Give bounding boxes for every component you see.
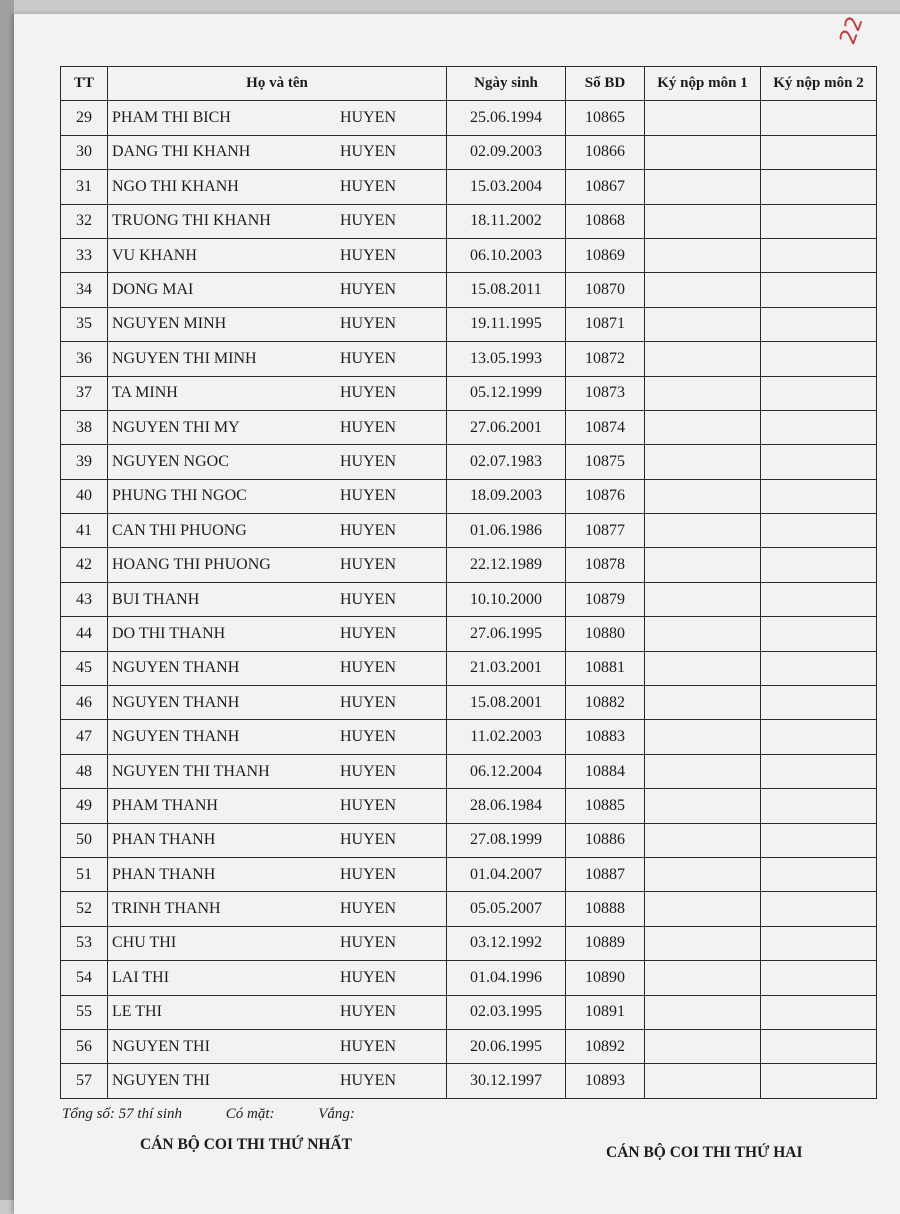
header-sig2: Ký nộp môn 2 bbox=[761, 67, 877, 101]
cell-surname: VU KHANH bbox=[112, 246, 197, 264]
cell-sbd: 10878 bbox=[566, 548, 645, 582]
cell-sbd: 10889 bbox=[566, 926, 645, 960]
cell-surname: NGUYEN THI bbox=[112, 1072, 210, 1090]
cell-surname: NGUYEN THANH bbox=[112, 659, 240, 677]
cell-signature-1[interactable] bbox=[645, 961, 761, 995]
cell-surname: TRUONG THI KHANH bbox=[112, 212, 271, 230]
cell-surname: NGUYEN THI bbox=[112, 1037, 210, 1055]
cell-dob: 06.10.2003 bbox=[447, 238, 566, 272]
cell-signature-2[interactable] bbox=[761, 445, 877, 479]
total-count: Tổng số: 57 thí sinh bbox=[62, 1106, 183, 1122]
table-row bbox=[61, 238, 877, 272]
cell-tt: 36 bbox=[61, 342, 108, 376]
cell-given-name: HUYEN bbox=[340, 1072, 396, 1090]
cell-sbd: 10888 bbox=[566, 892, 645, 926]
cell-surname: NGUYEN THI THANH bbox=[112, 762, 270, 780]
cell-name bbox=[108, 720, 447, 754]
cell-tt: 47 bbox=[61, 720, 108, 754]
cell-surname: NGO THI KHANH bbox=[112, 177, 239, 195]
absent-label: Vắng: bbox=[318, 1106, 355, 1122]
supervisor-1-title: CÁN BỘ COI THI THỨ NHẤT bbox=[140, 1136, 353, 1153]
cell-surname: CHU THI bbox=[112, 934, 177, 952]
cell-given-name: HUYEN bbox=[340, 452, 396, 470]
cell-given-name: HUYEN bbox=[340, 659, 396, 677]
cell-tt: 55 bbox=[61, 995, 108, 1029]
cell-name bbox=[108, 926, 447, 960]
cell-given-name: HUYEN bbox=[340, 968, 396, 986]
cell-name bbox=[108, 307, 447, 341]
cell-signature-2[interactable] bbox=[761, 238, 877, 272]
cell-tt: 39 bbox=[61, 445, 108, 479]
table-row bbox=[61, 445, 877, 479]
cell-tt: 34 bbox=[61, 273, 108, 307]
cell-dob: 18.09.2003 bbox=[447, 479, 566, 513]
cell-sbd: 10866 bbox=[566, 135, 645, 169]
cell-name bbox=[108, 376, 447, 410]
cell-signature-1[interactable] bbox=[645, 273, 761, 307]
cell-given-name: HUYEN bbox=[340, 831, 396, 849]
cell-given-name: HUYEN bbox=[340, 281, 396, 299]
cell-surname: NGUYEN THI MINH bbox=[112, 349, 257, 367]
table-row bbox=[61, 101, 877, 135]
cell-surname: TRINH THANH bbox=[112, 900, 221, 918]
cell-tt: 33 bbox=[61, 238, 108, 272]
header-name: Họ và tên bbox=[108, 67, 447, 101]
table-row bbox=[61, 789, 877, 823]
table-row bbox=[61, 617, 877, 651]
cell-name bbox=[108, 1064, 447, 1098]
cell-surname: CAN THI PHUONG bbox=[112, 521, 247, 539]
cell-signature-2[interactable] bbox=[761, 857, 877, 891]
table-row bbox=[61, 273, 877, 307]
cell-signature-1[interactable] bbox=[645, 926, 761, 960]
header-sbd: Số BD bbox=[566, 67, 645, 101]
cell-name bbox=[108, 135, 447, 169]
cell-dob: 20.06.1995 bbox=[447, 1029, 566, 1063]
cell-given-name: HUYEN bbox=[340, 556, 396, 574]
cell-signature-2[interactable] bbox=[761, 754, 877, 788]
cell-tt: 45 bbox=[61, 651, 108, 685]
cell-tt: 57 bbox=[61, 1064, 108, 1098]
cell-given-name: HUYEN bbox=[340, 590, 396, 608]
cell-tt: 31 bbox=[61, 170, 108, 204]
cell-surname: NGUYEN MINH bbox=[112, 315, 227, 333]
cell-signature-1[interactable] bbox=[645, 307, 761, 341]
cell-signature-1[interactable] bbox=[645, 892, 761, 926]
cell-signature-1[interactable] bbox=[645, 170, 761, 204]
cell-surname: DONG MAI bbox=[112, 281, 194, 299]
cell-given-name: HUYEN bbox=[340, 693, 396, 711]
cell-signature-2[interactable] bbox=[761, 101, 877, 135]
cell-name bbox=[108, 514, 447, 548]
cell-surname: BUI THANH bbox=[112, 590, 200, 608]
table-row bbox=[61, 926, 877, 960]
cell-dob: 25.06.1994 bbox=[447, 101, 566, 135]
cell-name bbox=[108, 857, 447, 891]
cell-signature-1[interactable] bbox=[645, 479, 761, 513]
table-row bbox=[61, 307, 877, 341]
cell-given-name: HUYEN bbox=[340, 212, 396, 230]
cell-surname: TA MINH bbox=[112, 384, 178, 402]
table-row bbox=[61, 651, 877, 685]
cell-signature-1[interactable] bbox=[645, 135, 761, 169]
cell-signature-2[interactable] bbox=[761, 135, 877, 169]
cell-dob: 28.06.1984 bbox=[447, 789, 566, 823]
cell-signature-2[interactable] bbox=[761, 651, 877, 685]
cell-given-name: HUYEN bbox=[340, 246, 396, 264]
cell-signature-2[interactable] bbox=[761, 995, 877, 1029]
table-row bbox=[61, 892, 877, 926]
supervisor-2-title: CÁN BỘ COI THI THỨ HAI bbox=[606, 1144, 803, 1161]
cell-dob: 02.07.1983 bbox=[447, 445, 566, 479]
cell-surname: PHAN THANH bbox=[112, 831, 216, 849]
cell-signature-1[interactable] bbox=[645, 204, 761, 238]
cell-name bbox=[108, 823, 447, 857]
cell-name bbox=[108, 445, 447, 479]
cell-signature-2[interactable] bbox=[761, 342, 877, 376]
footer-summary bbox=[62, 1106, 395, 1123]
table-row bbox=[61, 376, 877, 410]
cell-dob: 15.08.2011 bbox=[447, 273, 566, 307]
cell-name bbox=[108, 582, 447, 616]
cell-signature-2[interactable] bbox=[761, 1064, 877, 1098]
cell-given-name: HUYEN bbox=[340, 624, 396, 642]
cell-dob: 18.11.2002 bbox=[447, 204, 566, 238]
cell-signature-1[interactable] bbox=[645, 617, 761, 651]
cell-given-name: HUYEN bbox=[340, 1037, 396, 1055]
cell-signature-2[interactable] bbox=[761, 479, 877, 513]
table-row bbox=[61, 170, 877, 204]
cell-sbd: 10887 bbox=[566, 857, 645, 891]
cell-given-name: HUYEN bbox=[340, 900, 396, 918]
table-row bbox=[61, 204, 877, 238]
cell-signature-1[interactable] bbox=[645, 651, 761, 685]
cell-given-name: HUYEN bbox=[340, 728, 396, 746]
cell-signature-2[interactable] bbox=[761, 204, 877, 238]
cell-given-name: HUYEN bbox=[340, 315, 396, 333]
cell-dob: 01.06.1986 bbox=[447, 514, 566, 548]
cell-signature-1[interactable] bbox=[645, 1029, 761, 1063]
cell-signature-1[interactable] bbox=[645, 1064, 761, 1098]
cell-signature-2[interactable] bbox=[761, 926, 877, 960]
cell-dob: 01.04.2007 bbox=[447, 857, 566, 891]
cell-signature-1[interactable] bbox=[645, 548, 761, 582]
cell-surname: DANG THI KHANH bbox=[112, 143, 251, 161]
cell-name bbox=[108, 238, 447, 272]
cell-given-name: HUYEN bbox=[340, 762, 396, 780]
cell-signature-1[interactable] bbox=[645, 342, 761, 376]
cell-given-name: HUYEN bbox=[340, 349, 396, 367]
cell-dob: 21.03.2001 bbox=[447, 651, 566, 685]
cell-sbd: 10865 bbox=[566, 101, 645, 135]
adjacent-page-edge bbox=[0, 0, 14, 1200]
cell-dob: 27.06.2001 bbox=[447, 410, 566, 444]
cell-surname: NGUYEN NGOC bbox=[112, 452, 229, 470]
cell-name bbox=[108, 204, 447, 238]
table-row bbox=[61, 548, 877, 582]
cell-given-name: HUYEN bbox=[340, 521, 396, 539]
cell-sbd: 10886 bbox=[566, 823, 645, 857]
cell-sbd: 10891 bbox=[566, 995, 645, 1029]
cell-sbd: 10880 bbox=[566, 617, 645, 651]
table-row bbox=[61, 857, 877, 891]
table-row bbox=[61, 961, 877, 995]
cell-sbd: 10869 bbox=[566, 238, 645, 272]
cell-signature-1[interactable] bbox=[645, 101, 761, 135]
cell-tt: 44 bbox=[61, 617, 108, 651]
cell-sbd: 10883 bbox=[566, 720, 645, 754]
cell-dob: 03.12.1992 bbox=[447, 926, 566, 960]
cell-name bbox=[108, 170, 447, 204]
cell-sbd: 10871 bbox=[566, 307, 645, 341]
cell-signature-2[interactable] bbox=[761, 273, 877, 307]
candidate-table bbox=[60, 66, 877, 1099]
cell-signature-1[interactable] bbox=[645, 410, 761, 444]
cell-tt: 53 bbox=[61, 926, 108, 960]
cell-signature-2[interactable] bbox=[761, 892, 877, 926]
cell-dob: 27.08.1999 bbox=[447, 823, 566, 857]
cell-sbd: 10893 bbox=[566, 1064, 645, 1098]
cell-signature-1[interactable] bbox=[645, 789, 761, 823]
cell-sbd: 10892 bbox=[566, 1029, 645, 1063]
cell-name bbox=[108, 789, 447, 823]
cell-signature-2[interactable] bbox=[761, 720, 877, 754]
table-row bbox=[61, 135, 877, 169]
cell-sbd: 10885 bbox=[566, 789, 645, 823]
cell-dob: 02.03.1995 bbox=[447, 995, 566, 1029]
cell-tt: 37 bbox=[61, 376, 108, 410]
cell-dob: 05.05.2007 bbox=[447, 892, 566, 926]
cell-surname: PHUNG THI NGOC bbox=[112, 487, 247, 505]
cell-sbd: 10882 bbox=[566, 686, 645, 720]
cell-name bbox=[108, 410, 447, 444]
cell-given-name: HUYEN bbox=[340, 109, 396, 127]
cell-sbd: 10867 bbox=[566, 170, 645, 204]
cell-signature-1[interactable] bbox=[645, 995, 761, 1029]
cell-tt: 56 bbox=[61, 1029, 108, 1063]
cell-name bbox=[108, 961, 447, 995]
cell-signature-2[interactable] bbox=[761, 789, 877, 823]
cell-tt: 35 bbox=[61, 307, 108, 341]
cell-name bbox=[108, 101, 447, 135]
cell-name bbox=[108, 686, 447, 720]
cell-signature-1[interactable] bbox=[645, 754, 761, 788]
cell-signature-2[interactable] bbox=[761, 410, 877, 444]
cell-name bbox=[108, 1029, 447, 1063]
cell-surname: PHAM THI BICH bbox=[112, 109, 231, 127]
table-row bbox=[61, 995, 877, 1029]
cell-dob: 19.11.1995 bbox=[447, 307, 566, 341]
cell-signature-1[interactable] bbox=[645, 720, 761, 754]
cell-sbd: 10872 bbox=[566, 342, 645, 376]
cell-tt: 50 bbox=[61, 823, 108, 857]
cell-tt: 43 bbox=[61, 582, 108, 616]
cell-dob: 05.12.1999 bbox=[447, 376, 566, 410]
cell-dob: 22.12.1989 bbox=[447, 548, 566, 582]
cell-sbd: 10890 bbox=[566, 961, 645, 995]
cell-surname: LAI THI bbox=[112, 968, 170, 986]
cell-signature-1[interactable] bbox=[645, 514, 761, 548]
cell-signature-2[interactable] bbox=[761, 514, 877, 548]
cell-name bbox=[108, 479, 447, 513]
cell-dob: 27.06.1995 bbox=[447, 617, 566, 651]
cell-tt: 49 bbox=[61, 789, 108, 823]
cell-given-name: HUYEN bbox=[340, 487, 396, 505]
cell-tt: 51 bbox=[61, 857, 108, 891]
cell-name bbox=[108, 617, 447, 651]
cell-name bbox=[108, 548, 447, 582]
cell-signature-2[interactable] bbox=[761, 823, 877, 857]
cell-tt: 42 bbox=[61, 548, 108, 582]
cell-tt: 32 bbox=[61, 204, 108, 238]
cell-tt: 41 bbox=[61, 514, 108, 548]
header-dob: Ngày sinh bbox=[447, 67, 566, 101]
cell-given-name: HUYEN bbox=[340, 384, 396, 402]
cell-surname: NGUYEN THANH bbox=[112, 693, 240, 711]
cell-dob: 15.08.2001 bbox=[447, 686, 566, 720]
cell-name bbox=[108, 995, 447, 1029]
cell-signature-1[interactable] bbox=[645, 445, 761, 479]
table-row bbox=[61, 1064, 877, 1098]
cell-signature-1[interactable] bbox=[645, 582, 761, 616]
cell-sbd: 10873 bbox=[566, 376, 645, 410]
table-row bbox=[61, 823, 877, 857]
cell-signature-2[interactable] bbox=[761, 170, 877, 204]
cell-given-name: HUYEN bbox=[340, 143, 396, 161]
table-row bbox=[61, 720, 877, 754]
cell-given-name: HUYEN bbox=[340, 418, 396, 436]
cell-given-name: HUYEN bbox=[340, 796, 396, 814]
cell-name bbox=[108, 754, 447, 788]
table-row bbox=[61, 754, 877, 788]
table-row bbox=[61, 342, 877, 376]
cell-sbd: 10884 bbox=[566, 754, 645, 788]
cell-signature-1[interactable] bbox=[645, 686, 761, 720]
cell-given-name: HUYEN bbox=[340, 934, 396, 952]
cell-surname: LE THI bbox=[112, 1003, 162, 1021]
cell-name bbox=[108, 892, 447, 926]
cell-tt: 54 bbox=[61, 961, 108, 995]
table-row bbox=[61, 686, 877, 720]
table-row bbox=[61, 479, 877, 513]
handwritten-page-mark: 22 bbox=[835, 13, 869, 48]
cell-sbd: 10876 bbox=[566, 479, 645, 513]
cell-tt: 40 bbox=[61, 479, 108, 513]
cell-signature-2[interactable] bbox=[761, 686, 877, 720]
cell-signature-2[interactable] bbox=[761, 1029, 877, 1063]
cell-surname: NGUYEN THI MY bbox=[112, 418, 240, 436]
cell-dob: 15.03.2004 bbox=[447, 170, 566, 204]
cell-sbd: 10881 bbox=[566, 651, 645, 685]
cell-sbd: 10879 bbox=[566, 582, 645, 616]
cell-sbd: 10874 bbox=[566, 410, 645, 444]
cell-dob: 02.09.2003 bbox=[447, 135, 566, 169]
cell-dob: 01.04.1996 bbox=[447, 961, 566, 995]
cell-signature-2[interactable] bbox=[761, 376, 877, 410]
cell-dob: 13.05.1993 bbox=[447, 342, 566, 376]
cell-surname: HOANG THI PHUONG bbox=[112, 556, 271, 574]
cell-sbd: 10870 bbox=[566, 273, 645, 307]
table-row bbox=[61, 582, 877, 616]
cell-dob: 06.12.2004 bbox=[447, 754, 566, 788]
cell-signature-1[interactable] bbox=[645, 238, 761, 272]
cell-surname: PHAN THANH bbox=[112, 865, 216, 883]
cell-dob: 11.02.2003 bbox=[447, 720, 566, 754]
cell-given-name: HUYEN bbox=[340, 1003, 396, 1021]
cell-signature-1[interactable] bbox=[645, 857, 761, 891]
cell-tt: 38 bbox=[61, 410, 108, 444]
cell-signature-2[interactable] bbox=[761, 548, 877, 582]
cell-sbd: 10868 bbox=[566, 204, 645, 238]
cell-dob: 10.10.2000 bbox=[447, 582, 566, 616]
cell-sbd: 10877 bbox=[566, 514, 645, 548]
cell-surname: PHAM THANH bbox=[112, 796, 218, 814]
cell-signature-2[interactable] bbox=[761, 582, 877, 616]
present-label: Có mặt: bbox=[225, 1106, 275, 1122]
cell-tt: 30 bbox=[61, 135, 108, 169]
table-row bbox=[61, 1029, 877, 1063]
cell-name bbox=[108, 651, 447, 685]
cell-tt: 46 bbox=[61, 686, 108, 720]
cell-surname: NGUYEN THANH bbox=[112, 728, 240, 746]
header-tt: TT bbox=[61, 67, 108, 101]
cell-name bbox=[108, 342, 447, 376]
cell-given-name: HUYEN bbox=[340, 865, 396, 883]
cell-signature-1[interactable] bbox=[645, 823, 761, 857]
table-header-row bbox=[61, 67, 877, 101]
table-row bbox=[61, 514, 877, 548]
cell-tt: 52 bbox=[61, 892, 108, 926]
cell-signature-2[interactable] bbox=[761, 961, 877, 995]
cell-name bbox=[108, 273, 447, 307]
cell-surname: DO THI THANH bbox=[112, 624, 226, 642]
cell-dob: 30.12.1997 bbox=[447, 1064, 566, 1098]
cell-tt: 29 bbox=[61, 101, 108, 135]
cell-sbd: 10875 bbox=[566, 445, 645, 479]
table-row bbox=[61, 410, 877, 444]
cell-tt: 48 bbox=[61, 754, 108, 788]
cell-signature-1[interactable] bbox=[645, 376, 761, 410]
cell-signature-2[interactable] bbox=[761, 617, 877, 651]
header-sig1: Ký nộp môn 1 bbox=[645, 67, 761, 101]
cell-given-name: HUYEN bbox=[340, 177, 396, 195]
cell-signature-2[interactable] bbox=[761, 307, 877, 341]
